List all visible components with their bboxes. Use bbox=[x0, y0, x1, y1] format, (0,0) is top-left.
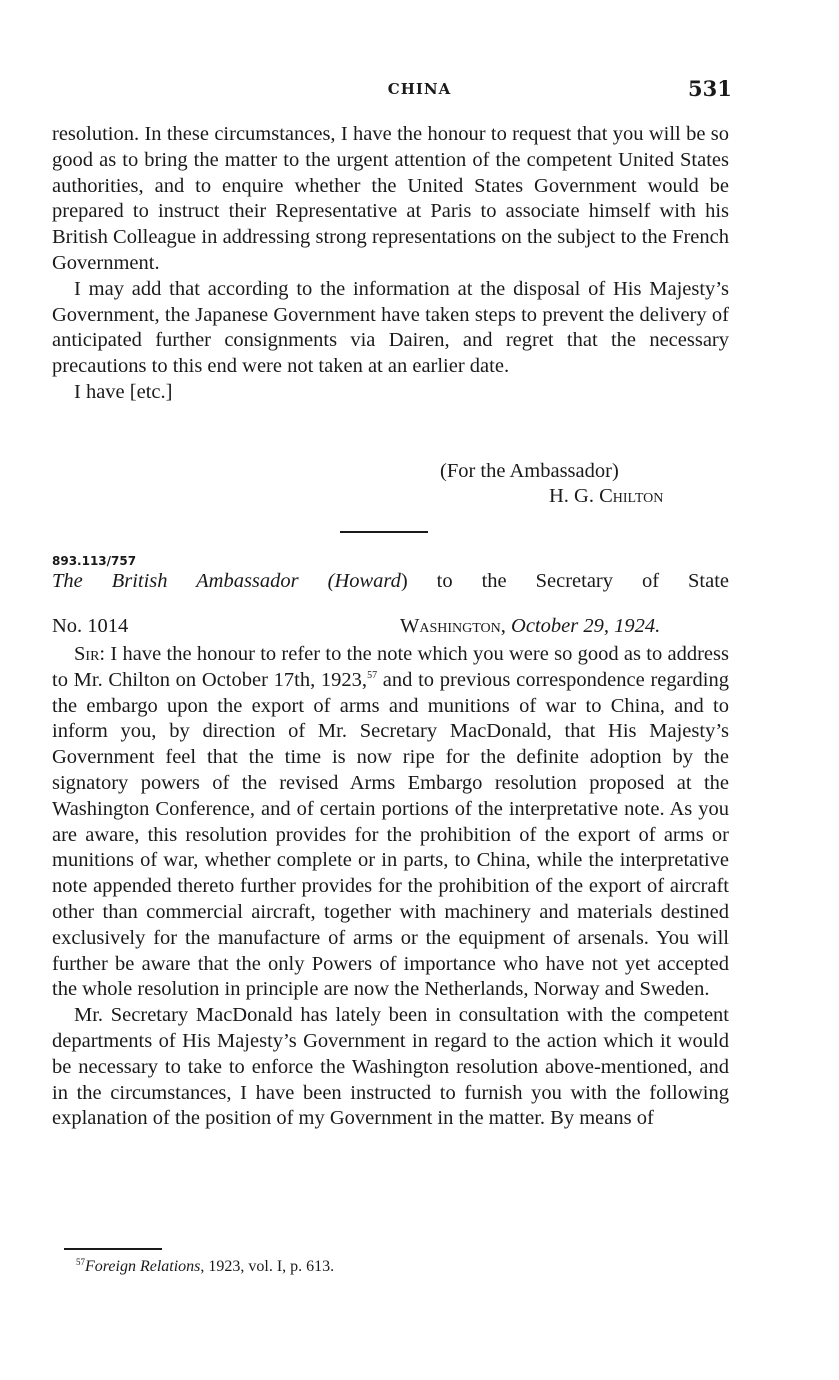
signature-initials: H. G. bbox=[549, 485, 594, 507]
signature-surname: Chilton bbox=[599, 485, 664, 507]
document-heading bbox=[52, 570, 729, 593]
paragraph: resolution. In these circumstances, I have the honour to request that you will be so good as to bring the matter to the urgent attention of the competent United States authorities, and to enquire whether the United States Government would be prepared to instruct their Representative at Paris to associate himself with his British Colleague in addressing strong representations on the subject to the French Government. bbox=[52, 123, 729, 274]
signature-capacity: (For the Ambassador) bbox=[440, 460, 619, 482]
place-date: Washington, October 29, 1924. bbox=[400, 615, 661, 637]
footnote-rule bbox=[64, 1248, 162, 1250]
page-number: 531 bbox=[688, 76, 732, 101]
section-divider bbox=[340, 531, 428, 533]
footnote-title: Foreign Relations bbox=[85, 1258, 201, 1275]
footnote bbox=[76, 1258, 334, 1276]
file-number: 893.113/757 bbox=[52, 554, 137, 568]
closing-line: I have [etc.] bbox=[74, 380, 173, 403]
first-document-body bbox=[52, 122, 729, 406]
paragraph-text: and to previous correspondence regarding the embargo upon the export of arms and munitions of war to China, and to inform you, by direction of Mr. Secretary MacDonald, that His Majesty’s Government feel that the time is now ripe for the definite adoption by the signatory powers of the revised Arms Embargo resolution proposed at the Washington Conference, and of certain portions of the interpretative note. As you are aware, this resolution provides for the prohibition of the export of arms or munitions of war, whether complete or in parts, to China, while the interpretative note appended thereto further provides for the prohibition of the export of aircraft other than commercial aircraft, together with machinery and materials destined exclusively for the manufacture of arms or the equipment of arsenals. You will further be aware that the only Powers of importance who have not yet accepted the whole resolution in principle are now the Netherlands, Norway and Sweden. bbox=[52, 668, 729, 1001]
date: October 29, 1924. bbox=[511, 615, 661, 637]
heading-name: Howard bbox=[334, 570, 401, 592]
heading-part1: The British Ambassador ( bbox=[52, 570, 335, 592]
paragraph-text: : I have the honour to refer to the note which you were so good as to address to Mr. Chilton on October 17th, 1923, bbox=[52, 643, 729, 691]
running-title: CHINA bbox=[387, 80, 452, 98]
place: Washington bbox=[400, 615, 501, 637]
second-document-body bbox=[52, 642, 729, 1132]
signature-name bbox=[549, 485, 663, 508]
paragraph: Mr. Secretary MacDonald has lately been in consultation with the competent departments of His Majesty’s Government in regard to the action which it would be necessary to take to enforce the Washington resolution above-mentioned, and in the circumstances, I have been instructed to furnish you with the following explanation of the position of my Government in the matter. By means of bbox=[52, 1004, 729, 1130]
salutation: Sir bbox=[74, 643, 100, 665]
footnote-number: 57 bbox=[76, 1257, 85, 1267]
paragraph: I may add that according to the information at the disposal of His Majesty’s Government, the Japanese Government have taken steps to prevent the delivery of anticipated further consignments via Dairen, and regret that the necessary precautions to this end were not taken at an earlier date. bbox=[52, 277, 729, 378]
footnote-reference: 57 bbox=[367, 669, 378, 681]
heading-part2: ) to the Secretary of State bbox=[400, 570, 730, 592]
paragraph bbox=[52, 642, 729, 1003]
document-number: No. 1014 bbox=[52, 615, 129, 637]
footnote-citation: , 1923, vol. I, p. 613. bbox=[200, 1258, 335, 1275]
